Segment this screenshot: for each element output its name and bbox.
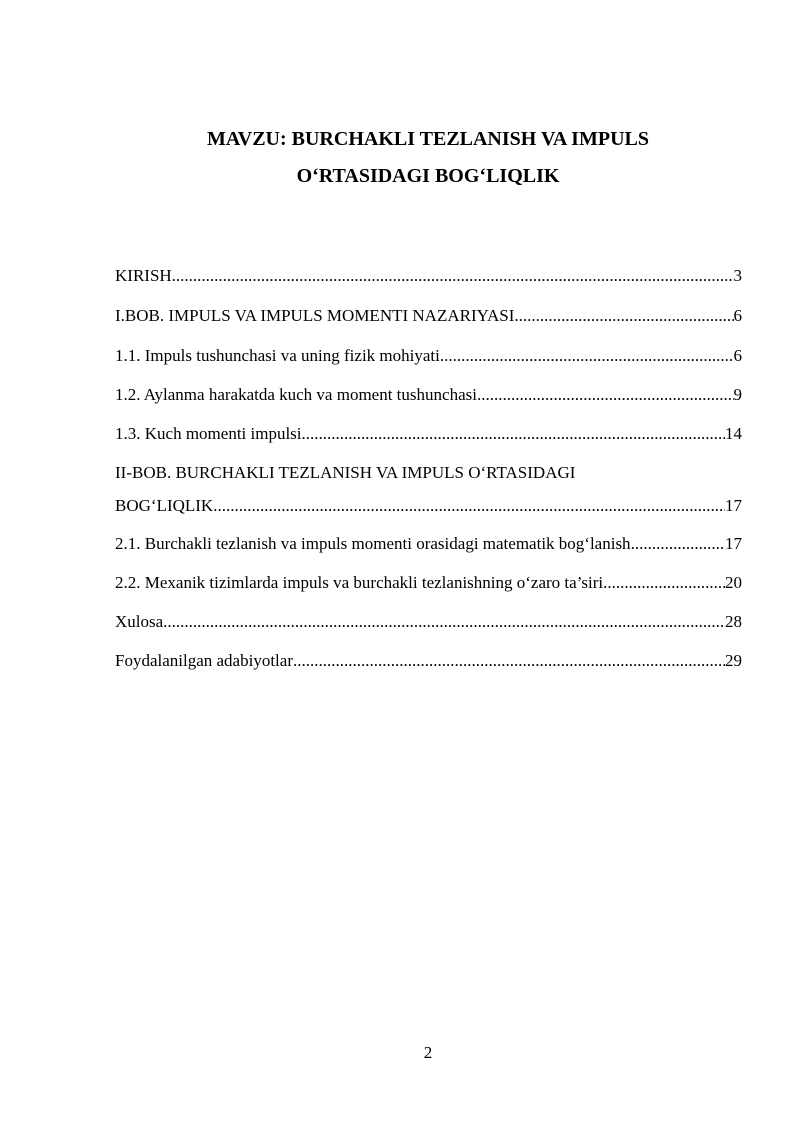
toc-leader-dots bbox=[172, 266, 734, 286]
toc-leader-dots bbox=[514, 306, 733, 326]
toc-entry-title: I.BOB. IMPULS VA IMPULS MOMENTI NAZARIYASI bbox=[115, 306, 515, 325]
toc-entry-1-1[interactable] bbox=[115, 346, 742, 366]
toc-entry-title: 2.1. Burchakli tezlanish va impuls momenti orasidagi matematik bog‘lanish bbox=[115, 534, 631, 553]
toc-entry-title: 1.3. Kuch momenti impulsi bbox=[115, 424, 302, 443]
toc-leader-dots bbox=[477, 385, 734, 405]
toc-entry-title-line-1: II-BOB. BURCHAKLI TEZLANISH VA IMPULS O‘RTASIDAGI bbox=[115, 463, 576, 482]
toc-entry-title: KIRISH bbox=[115, 266, 172, 285]
toc-entry-page: 14 bbox=[725, 424, 742, 443]
toc-leader-dots bbox=[440, 346, 734, 366]
toc-entry-1-2[interactable] bbox=[115, 385, 742, 405]
toc-entry-title: 1.1. Impuls tushunchasi va uning fizik mohiyati bbox=[115, 346, 440, 365]
toc-entry-page: 6 bbox=[733, 306, 742, 325]
toc-entry-2-1[interactable] bbox=[115, 534, 742, 554]
document-title-line-2: O‘RTASIDAGI BOG‘LIQLIK bbox=[296, 165, 560, 187]
toc-entry-title: 2.2. Mexanik tizimlarda impuls va burchakli tezlanishning o‘zaro ta’siri bbox=[115, 573, 604, 592]
toc-leader-dots bbox=[293, 651, 725, 671]
toc-leader-dots bbox=[163, 612, 725, 632]
page-number: 2 bbox=[423, 1043, 433, 1062]
toc-entry-chapter-2[interactable] bbox=[115, 463, 742, 516]
toc-entry-page: 17 bbox=[725, 496, 742, 515]
toc-entry-page: 3 bbox=[733, 266, 742, 285]
toc-entry-2-2[interactable] bbox=[115, 573, 742, 593]
toc-entry-1-3[interactable] bbox=[115, 424, 742, 444]
toc-entry-title: 1.2. Aylanma harakatda kuch va moment tushunchasi bbox=[115, 385, 477, 404]
toc-leader-dots bbox=[631, 534, 725, 554]
document-title-line-1: MAVZU: BURCHAKLI TEZLANISH VA IMPULS bbox=[207, 128, 649, 150]
toc-entry-xulosa[interactable] bbox=[115, 612, 742, 632]
toc-entry-title: Foydalanilgan adabiyotlar bbox=[115, 651, 293, 670]
toc-leader-dots bbox=[302, 424, 725, 444]
toc-entry-kirish[interactable] bbox=[115, 266, 742, 286]
toc-entry-page: 9 bbox=[733, 385, 742, 404]
toc-leader-dots bbox=[603, 573, 725, 593]
toc-entry-page: 6 bbox=[733, 346, 742, 365]
toc-entry-title: Xulosa bbox=[115, 612, 164, 631]
toc-entry-page: 20 bbox=[725, 573, 742, 592]
toc-leader-dots bbox=[213, 496, 725, 516]
toc-entry-page: 28 bbox=[725, 612, 742, 631]
toc-entry-page: 17 bbox=[725, 534, 742, 553]
toc-entry-title: BOG‘LIQLIK bbox=[115, 496, 214, 515]
toc-entry-chapter-1[interactable] bbox=[115, 306, 742, 326]
toc-entry-page: 29 bbox=[725, 651, 742, 670]
toc-entry-adabiyotlar[interactable] bbox=[115, 651, 742, 671]
